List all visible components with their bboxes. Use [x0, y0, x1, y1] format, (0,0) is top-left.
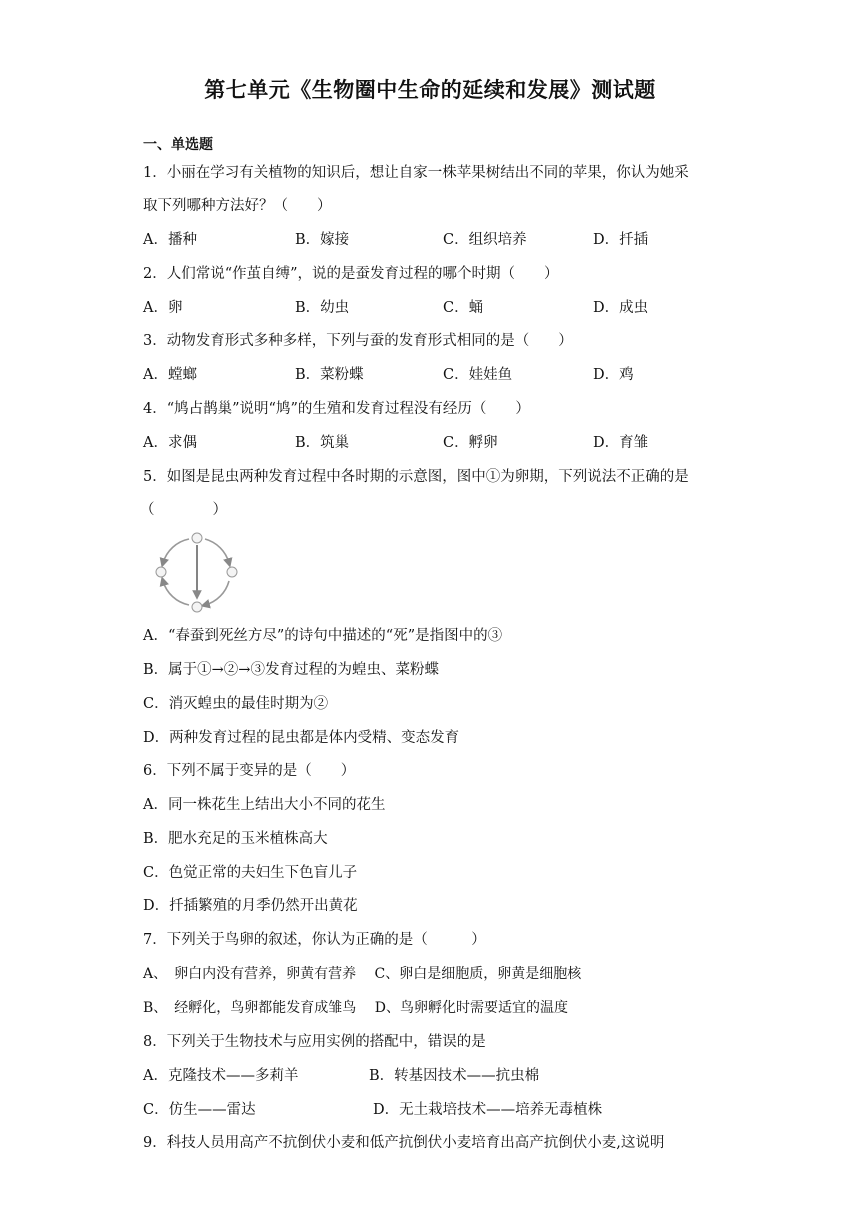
- question-7-options-row-2: B、 经孵化，鸟卵都能发育成雏鸟 D、鸟卵孵化时需要适宜的温度: [143, 1000, 568, 1016]
- question-2-text: 2．人们常说“作茧自缚”，说的是蚕发育过程的哪个时期（ ）: [143, 266, 559, 282]
- question-4-option-a: A．求偶: [143, 435, 197, 451]
- question-4-option-b: B．筑巢: [295, 435, 350, 451]
- question-8-option-c: C．仿生——雷达: [143, 1102, 256, 1118]
- question-5-option-a: A．“春蚕到死丝方尽”的诗句中描述的“死”是指图中的③: [143, 628, 503, 644]
- question-5-option-d: D．两种发育过程的昆虫都是体内受精、变态发育: [143, 730, 460, 746]
- question-2-option-b: B．幼虫: [295, 300, 350, 316]
- question-1-option-a: A．播种: [143, 232, 197, 248]
- question-2-option-a: A．卵: [143, 300, 183, 316]
- question-7-text: 7．下列关于鸟卵的叙述，你认为正确的是（ ）: [143, 932, 486, 948]
- question-2-option-c: C．蛹: [443, 300, 484, 316]
- question-1-option-b: B．嫁接: [295, 232, 350, 248]
- question-4-text: 4．“鸠占鹊巢”说明“鸠”的生殖和发育过程没有经历（ ）: [143, 401, 530, 417]
- question-3-option-c: C．娃娃鱼: [443, 367, 513, 383]
- question-6-option-d: D．扦插繁殖的月季仍然开出黄花: [143, 898, 358, 914]
- question-6-option-c: C．色觉正常的夫妇生下色盲儿子: [143, 865, 358, 881]
- insect-development-diagram: [152, 527, 242, 617]
- question-4-option-c: C．孵卵: [443, 435, 498, 451]
- question-1-text-cont: 取下列哪种方法好？（ ）: [143, 198, 332, 214]
- question-8-text: 8．下列关于生物技术与应用实例的搭配中，错误的是: [143, 1034, 486, 1050]
- question-3-option-d: D．鸡: [593, 367, 634, 383]
- question-2-option-d: D．成虫: [593, 300, 649, 316]
- question-8-option-a: A．克隆技术——多莉羊: [143, 1068, 299, 1084]
- question-1-option-d: D．扦插: [593, 232, 649, 248]
- question-8-option-d: D．无土栽培技术——培养无毒植株: [373, 1102, 603, 1118]
- question-3-option-b: B．菜粉蝶: [295, 367, 364, 383]
- question-7-options-row-1: A、 卵白内没有营养，卵黄有营养 C、卵白是细胞质，卵黄是细胞核: [143, 966, 582, 982]
- question-6-text: 6．下列不属于变异的是（ ）: [143, 763, 356, 779]
- question-3-text: 3．动物发育形式多种多样，下列与蚕的发育形式相同的是（ ）: [143, 333, 573, 349]
- question-9-text: 9．科技人员用高产不抗倒伏小麦和低产抗倒伏小麦培育出高产抗倒伏小麦,这说明: [143, 1135, 665, 1151]
- question-4-option-d: D．育雏: [593, 435, 649, 451]
- question-6-option-b: B．肥水充足的玉米植株高大: [143, 831, 328, 847]
- question-8-option-b: B．转基因技术——抗虫棉: [369, 1068, 540, 1084]
- question-1-option-c: C．组织培养: [443, 232, 527, 248]
- question-5-text: 5．如图是昆虫两种发育过程中各时期的示意图，图中①为卵期，下列说法不正确的是: [143, 469, 689, 485]
- page-title: 第七单元《生物圈中生命的延续和发展》测试题: [204, 78, 656, 102]
- question-5-text-cont: （ ）: [140, 502, 227, 518]
- section-heading: 一、单选题: [143, 137, 213, 153]
- question-6-option-a: A．同一株花生上结出大小不同的花生: [143, 797, 386, 813]
- question-1-text: 1．小丽在学习有关植物的知识后，想让自家一株苹果树结出不同的苹果，你认为她采: [143, 165, 689, 181]
- question-5-option-b: B．属于①→②→③发育过程的为蝗虫、菜粉蝶: [143, 662, 439, 678]
- question-3-option-a: A．螳螂: [143, 367, 197, 383]
- question-5-option-c: C．消灭蝗虫的最佳时期为②: [143, 696, 329, 712]
